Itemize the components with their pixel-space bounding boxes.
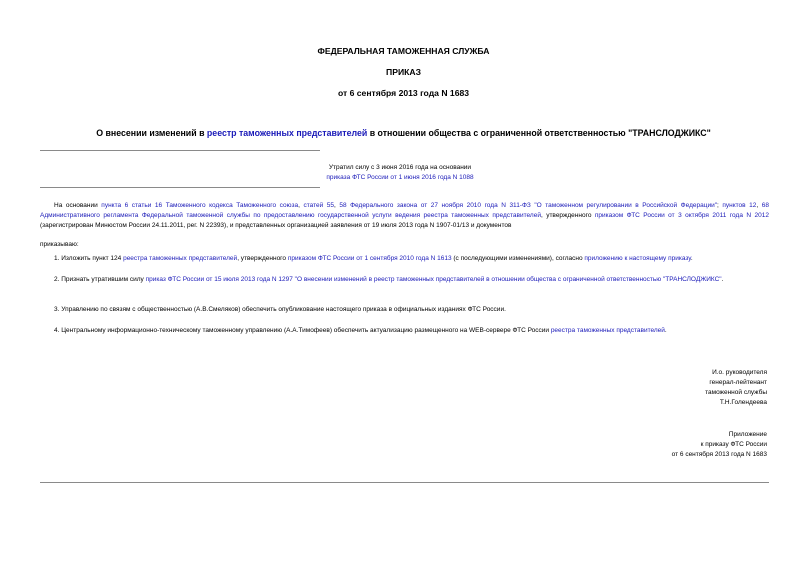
item-text: . bbox=[664, 327, 667, 334]
title-registry-link[interactable]: реестр таможенных представителей bbox=[206, 128, 368, 138]
preamble-text: На основании bbox=[54, 202, 102, 209]
title-text-2: в отношении общества с ограниченной ответственностью "ТРАНСЛОДЖИКС" bbox=[367, 128, 711, 138]
preamble-text: , bbox=[334, 202, 340, 209]
item-text: 2. Признать утратившим силу bbox=[54, 276, 146, 283]
doc-date-number: от 6 сентября 2013 года N 1683 bbox=[337, 88, 470, 98]
item-text: , утвержденного bbox=[237, 255, 288, 262]
appendix-line: к приказу ФТС России bbox=[700, 441, 767, 448]
preamble-text: , bbox=[756, 202, 762, 209]
appendix-line: от 6 сентября 2013 года N 1683 bbox=[671, 451, 767, 458]
preamble-text: , утвержденного bbox=[540, 212, 595, 219]
signature-line: таможенной службы bbox=[705, 389, 767, 396]
preamble-link-points[interactable]: пунктов 12 bbox=[722, 202, 757, 209]
signature-line: И.о. руководителя bbox=[712, 369, 767, 376]
preamble-text: , bbox=[298, 202, 304, 209]
preamble-paragraph bbox=[40, 201, 769, 231]
order-word: приказываю: bbox=[40, 241, 79, 248]
status-note bbox=[300, 163, 500, 183]
preamble-link-regulation[interactable]: 68 Административного регламента Федеральной таможенной службы по предоставлению государственной услуги ведения реестра таможенных представителей bbox=[40, 202, 769, 219]
appendix-line: Приложение bbox=[728, 431, 767, 438]
preamble-text: (зарегистрирован Минюстом России 24.11.2011, рег. N 22393), и представленных организацией заявления от 19 июля 2013 года N 1907-01/13 и документов bbox=[40, 222, 512, 229]
item-text: 1. Изложить пункт 124 bbox=[54, 255, 124, 262]
item-1-appendix-link[interactable]: приложению к настоящему приказу bbox=[584, 255, 691, 262]
appendix-block bbox=[672, 430, 767, 460]
item-2-order-1297-link[interactable]: приказ ФТС России от 15 июля 2013 года N 1297 "О внесении изменений в реестр таможенных представителей в отношении общества с ограниченной ответственностью "ТРАНСЛОДЖИКС" bbox=[145, 276, 722, 283]
preamble-link-articles[interactable]: статей 55 bbox=[303, 202, 334, 209]
title-text-1: О внесении изменений в bbox=[96, 128, 207, 138]
item-4-registry-link[interactable]: реестра таможенных представителей bbox=[550, 327, 665, 334]
preamble-link-order-2012[interactable]: приказом ФТС России от 3 октября 2011 года N 2012 bbox=[594, 212, 769, 219]
preamble-link-customs-code[interactable]: пункта 6 статьи 16 Таможенного кодекса Таможенного союза bbox=[101, 202, 299, 209]
item-2 bbox=[40, 275, 769, 285]
preamble-link-federal-law[interactable]: 58 Федерального закона от 27 ноября 2010 года N 311-ФЗ "О таможенном регулировании в Российской Федерации" bbox=[339, 202, 718, 209]
divider-top bbox=[40, 150, 320, 151]
item-4 bbox=[40, 326, 769, 336]
status-note-link[interactable]: приказа ФТС России от 1 июня 2016 года N 1088 bbox=[326, 174, 474, 181]
signature-block bbox=[705, 368, 767, 408]
signature-line: генерал-лейтенант bbox=[709, 379, 767, 386]
item-text: (с последующими изменениями), согласно bbox=[451, 255, 585, 262]
item-text: . bbox=[690, 255, 693, 262]
item-1-order-1613-link[interactable]: приказом ФТС России от 1 сентября 2010 года N 1613 bbox=[287, 255, 452, 262]
divider-bottom bbox=[40, 187, 320, 188]
item-1 bbox=[40, 254, 769, 264]
item-text: . bbox=[721, 276, 724, 283]
item-text: 4. Центральному информационно-техническому таможенному управлению (А.А.Тимофеев) обеспечить актуализацию размещенного на WEB-сервере ФТС России bbox=[54, 327, 551, 334]
item-3: 3. Управлению по связям с общественностью (А.В.Смеляков) обеспечить опубликование настоящего приказа в официальных изданиях ФТС России. bbox=[54, 306, 506, 313]
agency-name: ФЕДЕРАЛЬНАЯ ТАМОЖЕННАЯ СЛУЖБА bbox=[317, 46, 490, 56]
divider-footer bbox=[40, 482, 769, 483]
signature-line: Т.Н.Голендеева bbox=[719, 399, 767, 406]
document-title bbox=[40, 128, 767, 139]
preamble-text: ; bbox=[717, 202, 723, 209]
doc-type: ПРИКАЗ bbox=[386, 67, 421, 77]
status-note-line: Утратил силу с 3 июня 2016 года на основании bbox=[328, 164, 472, 171]
item-1-registry-link[interactable]: реестра таможенных представителей bbox=[123, 255, 238, 262]
